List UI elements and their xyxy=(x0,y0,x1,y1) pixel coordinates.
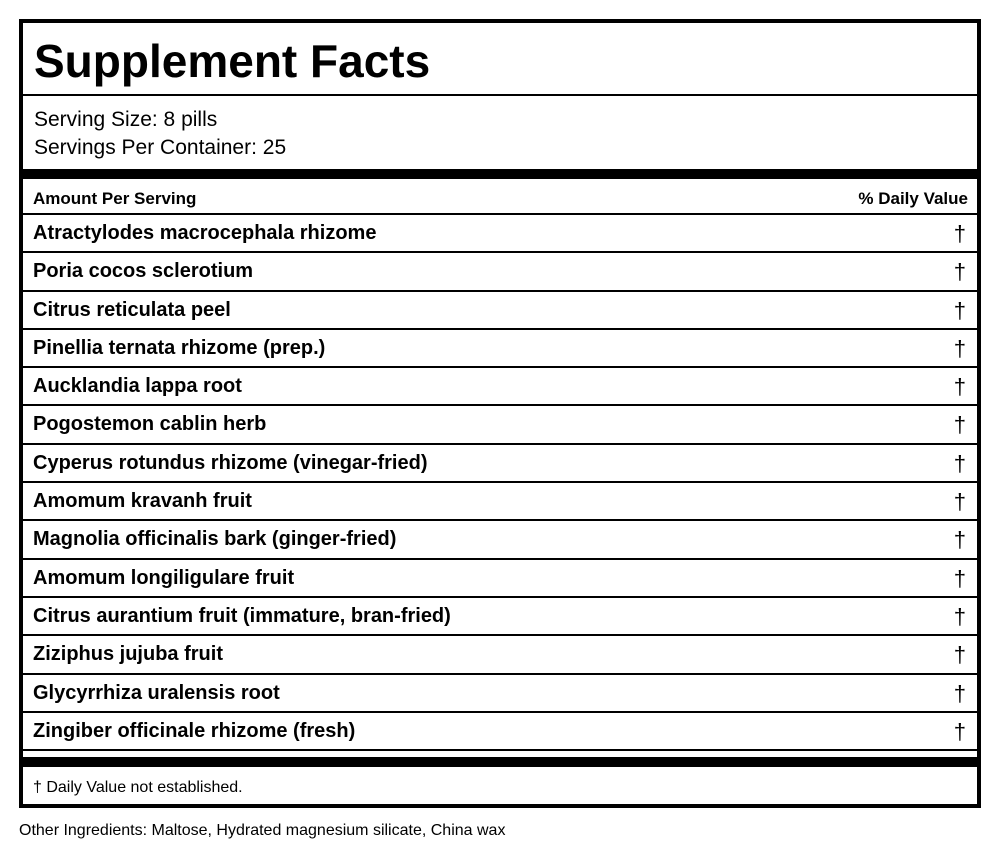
daily-value-dagger: † xyxy=(953,565,966,591)
footnote: † Daily Value not established. xyxy=(33,779,243,796)
daily-value-dagger: † xyxy=(953,527,966,553)
daily-value-dagger: † xyxy=(953,297,966,323)
ingredient-row xyxy=(23,598,977,636)
ingredient-name: Amomum longiligulare fruit xyxy=(33,566,295,589)
ingredient-name: Poria cocos sclerotium xyxy=(33,260,254,283)
ingredient-row xyxy=(23,253,977,291)
ingredient-row xyxy=(23,330,977,368)
ingredient-row xyxy=(23,215,977,253)
ingredient-name: Atractylodes macrocephala rhizome xyxy=(33,222,377,244)
supplement-facts-panel xyxy=(19,19,981,808)
header-daily-value: % Daily Value xyxy=(858,189,968,208)
ingredient-list xyxy=(23,215,977,751)
daily-value-dagger: † xyxy=(953,374,966,400)
column-header-row xyxy=(23,181,977,215)
daily-value-dagger: † xyxy=(953,450,966,476)
ingredient-row xyxy=(23,445,977,483)
ingredient-name: Aucklandia lappa root xyxy=(33,375,242,398)
serving-size: Serving Size: 8 pills xyxy=(34,108,218,131)
ingredient-row xyxy=(23,675,977,713)
daily-value-dagger: † xyxy=(953,221,966,246)
serving-info xyxy=(34,106,286,162)
ingredient-row xyxy=(23,483,977,521)
daily-value-dagger: † xyxy=(953,335,966,361)
daily-value-dagger: † xyxy=(953,489,966,515)
ingredient-row xyxy=(23,292,977,330)
ingredient-row xyxy=(23,521,977,559)
other-ingredients: Other Ingredients: Maltose, Hydrated magnesium silicate, China wax xyxy=(19,822,506,839)
daily-value-dagger: † xyxy=(953,718,966,744)
ingredient-name: Zingiber officinale rhizome (fresh) xyxy=(33,719,356,742)
ingredient-name: Pinellia ternata rhizome (prep.) xyxy=(33,336,326,359)
ingredient-row xyxy=(23,560,977,598)
ingredient-name: Citrus reticulata peel xyxy=(33,298,231,321)
servings-per-container: Servings Per Container: 25 xyxy=(34,136,287,159)
ingredient-name: Amomum kravanh fruit xyxy=(33,490,252,513)
ingredient-row xyxy=(23,406,977,444)
ingredient-name: Cyperus rotundus rhizome (vinegar-fried) xyxy=(33,451,428,474)
ingredient-row xyxy=(23,368,977,406)
ingredient-name: Citrus aurantium fruit (immature, bran-fried) xyxy=(33,604,451,627)
ingredient-name: Ziziphus jujuba fruit xyxy=(33,643,223,666)
divider-thick-bottom xyxy=(23,757,977,767)
ingredient-name: Magnolia officinalis bark (ginger-fried) xyxy=(33,528,397,551)
daily-value-dagger: † xyxy=(953,680,966,706)
ingredient-row xyxy=(23,636,977,674)
daily-value-dagger: † xyxy=(953,603,966,629)
daily-value-dagger: † xyxy=(953,642,966,668)
divider-thick-top xyxy=(23,169,977,179)
header-amount-per-serving: Amount Per Serving xyxy=(33,189,197,208)
panel-title: Supplement Facts xyxy=(23,23,977,96)
ingredient-name: Pogostemon cablin herb xyxy=(33,413,267,436)
ingredient-row xyxy=(23,713,977,751)
daily-value-dagger: † xyxy=(953,412,966,438)
ingredient-name: Glycyrrhiza uralensis root xyxy=(33,681,280,704)
daily-value-dagger: † xyxy=(953,259,966,285)
